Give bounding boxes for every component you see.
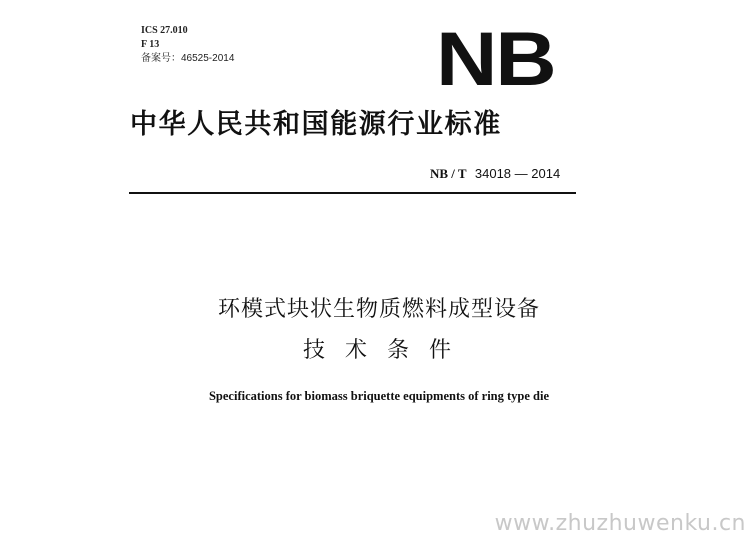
ics-code: ICS 27.010 [141,25,188,36]
standard-code [430,166,560,183]
meta-block [141,24,234,66]
document-title-line1: 环模式块状生物质燃料成型设备 [217,297,540,322]
watermark-text: www.zhuzhuwenku.cn [494,511,746,536]
document-title-line2: 技术条件 [302,338,471,363]
standard-number: 34018 — 2014 [474,166,561,181]
standard-prefix: NB / T [430,166,467,181]
classification-code: F 13 [141,39,160,50]
organization-title: 中华人民共和国能源行业标准 [130,109,502,140]
nb-logo: NB [436,17,555,102]
header-divider [129,192,576,194]
english-title: Specifications for biomass briquette equipments of ring type die [208,389,550,403]
record-number: 备案号：46525-2014 [141,53,235,64]
